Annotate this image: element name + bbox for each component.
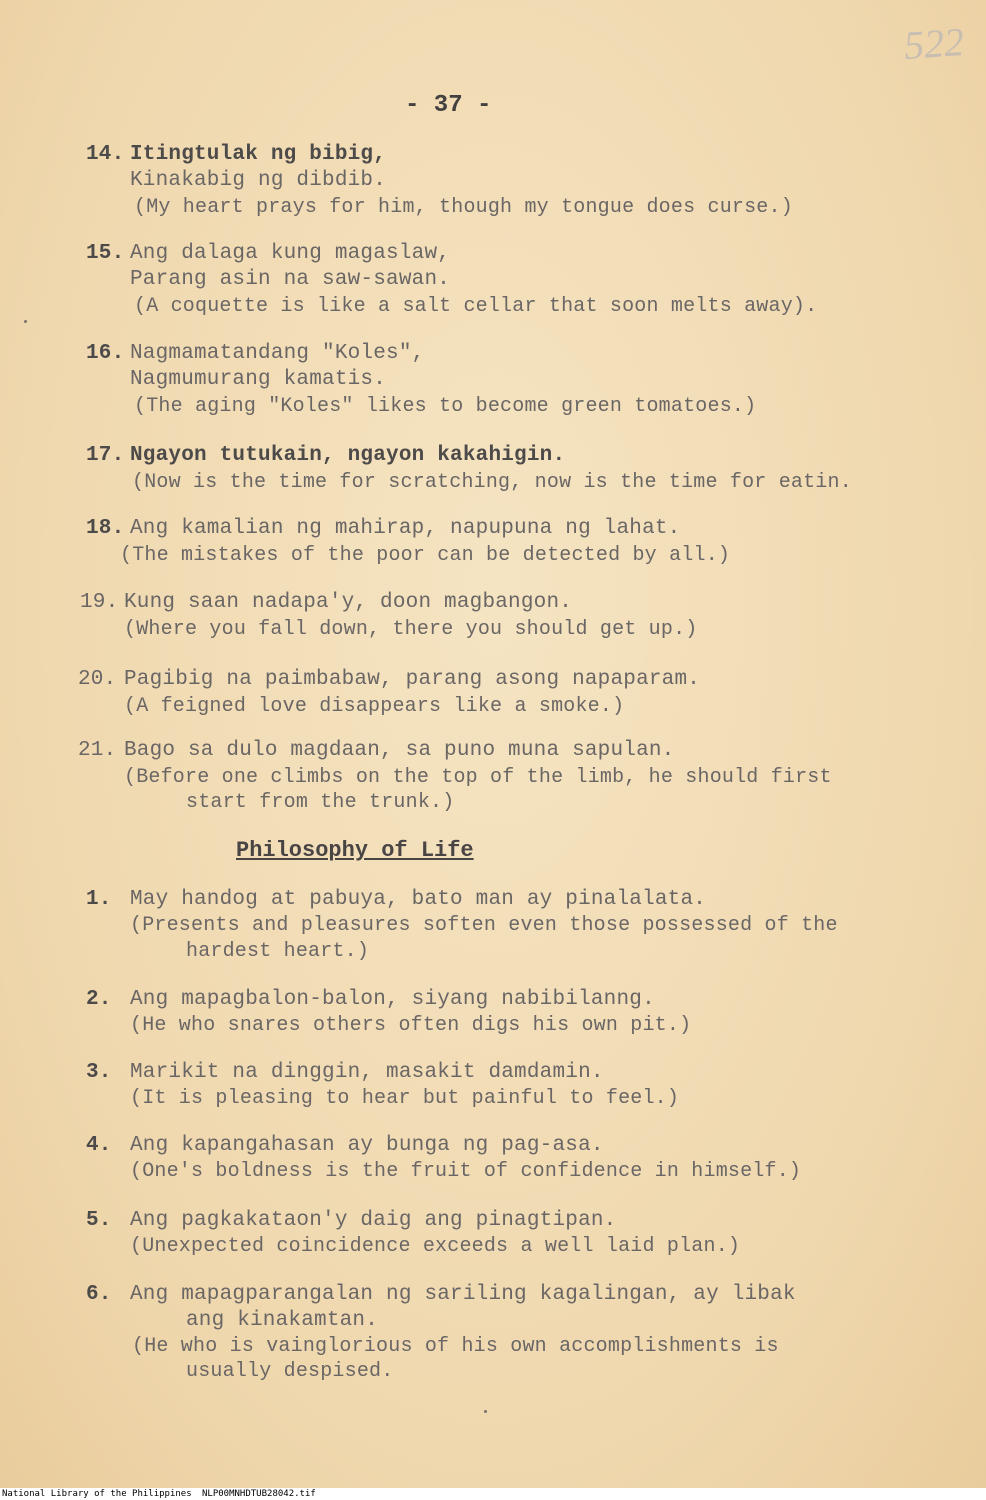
footer-library: National Library of the Philippines [2,1489,192,1499]
page-number: - 37 - [405,92,492,119]
proverb-line: Nagmamatandang "Koles", [130,342,425,365]
paper-speck [484,1410,487,1413]
proverb-line: Kinakabig ng dibdib. [130,169,387,192]
proverb-line: Parang asin na saw-sawan. [130,268,451,291]
proverb-number: 17. [86,444,125,467]
proverb-line: Ang kamalian ng mahirap, napupuna ng lahat. [130,517,681,540]
translation-line: (One's boldness is the fruit of confidence in himself.) [130,1160,802,1183]
proverb-line: Ang mapagbalon-balon, siyang nabibilanng. [130,988,655,1011]
translation-line: (He who snares others often digs his own pit.) [130,1014,692,1037]
proverb-number: 2. [86,988,112,1011]
proverb-line: Pagibig na paimbabaw, parang asong napaparam. [124,668,701,691]
proverb-line: Ang pagkakataon'y daig ang pinagtipan. [130,1209,617,1232]
paper-speck [24,320,27,323]
proverb-line: Marikit na dinggin, masakit damdamin. [130,1061,604,1084]
translation-line: start from the trunk.) [186,791,455,814]
proverb-number: 6. [86,1283,112,1306]
translation-line: (Presents and pleasures soften even those possessed of the [130,914,838,937]
proverb-line: ang kinakamtan. [186,1309,379,1332]
translation-line: (A coquette is like a salt cellar that soon melts away). [134,295,818,318]
proverb-line: Itingtulak ng bibig, [130,143,387,166]
translation-line: (My heart prays for him, though my tongue does curse.) [134,196,793,219]
translation-line: (Before one climbs on the top of the limb, he should first [124,766,832,789]
proverb-number: 19. [80,591,119,614]
section-title: Philosophy of Life [236,838,474,863]
translation-line: (Where you fall down, there you should get up.) [124,618,698,641]
proverb-line: Kung saan nadapa'y, doon magbangon. [124,591,573,614]
translation-line: (It is pleasing to hear but painful to feel.) [130,1087,680,1110]
proverb-line: May handog at pabuya, bato man ay pinalalata. [130,888,707,911]
proverb-number: 21. [78,739,117,762]
proverb-number: 20. [78,668,117,691]
proverb-line: Ang dalaga kung magaslaw, [130,242,451,265]
footer-filename: NLP00MNHDTUB28042.tif [202,1489,316,1499]
proverb-number: 15. [86,242,125,265]
proverb-number: 5. [86,1209,112,1232]
translation-line: hardest heart.) [186,940,370,963]
proverb-line: Ang kapangahasan ay bunga ng pag-asa. [130,1134,604,1157]
page-stamp: 522 [902,18,966,69]
translation-line: usually despised. [186,1360,394,1383]
proverb-number: 1. [86,888,112,911]
translation-line: (Now is the time for scratching, now is the time for eatin. [132,471,852,494]
proverb-number: 3. [86,1061,112,1084]
scan-footer [0,1488,986,1500]
proverb-line: Ngayon tutukain, ngayon kakahigin. [130,444,566,467]
translation-line: (The mistakes of the poor can be detected by all.) [120,544,731,567]
proverb-line: Ang mapagparangalan ng sariling kagalingan, ay libak [130,1283,796,1306]
translation-line: (Unexpected coincidence exceeds a well laid plan.) [130,1235,741,1258]
proverb-line: Nagmumurang kamatis. [130,368,387,391]
proverb-number: 4. [86,1134,112,1157]
proverb-number: 18. [86,517,125,540]
translation-line: (A feigned love disappears like a smoke.) [124,695,625,718]
translation-line: (The aging "Koles" likes to become green tomatoes.) [134,395,757,418]
translation-line: (He who is vainglorious of his own accomplishments is [132,1335,779,1358]
proverb-number: 14. [86,143,125,166]
proverb-number: 16. [86,342,125,365]
proverb-line: Bago sa dulo magdaan, sa puno muna sapulan. [124,739,675,762]
